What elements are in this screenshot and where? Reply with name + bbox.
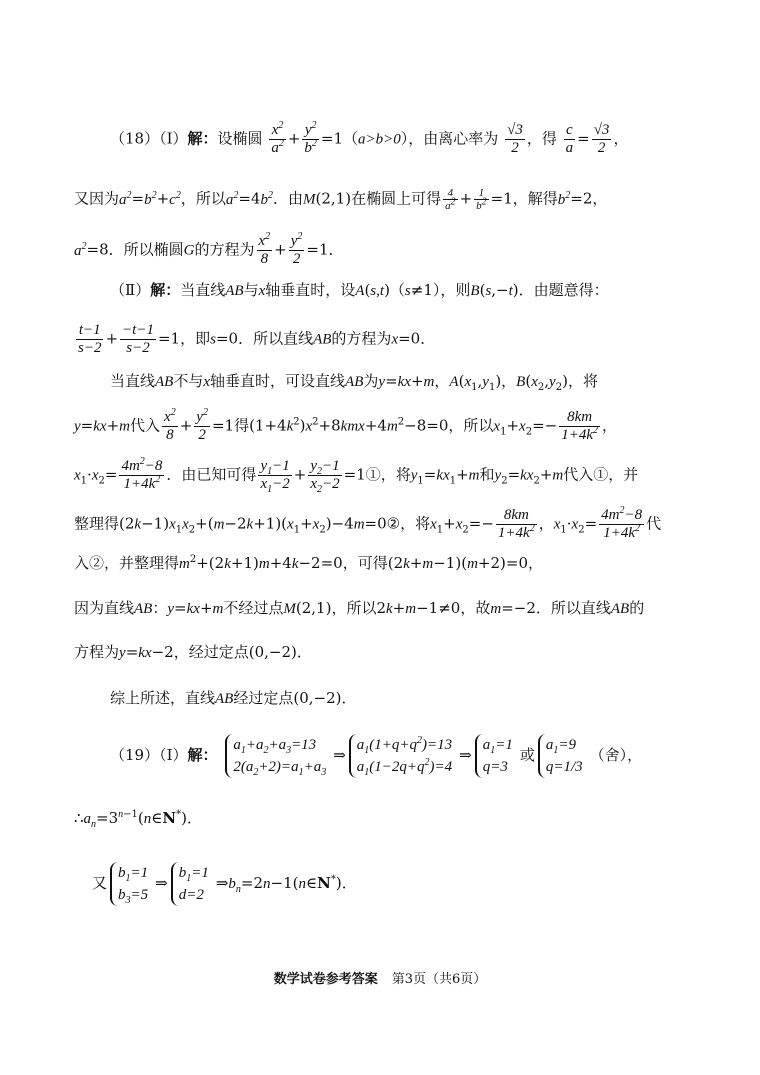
footer-page-number: 第3页（共6页） <box>391 972 487 987</box>
q19-label: （19）（Ⅰ） <box>110 746 188 764</box>
q18-line-8: $x_1\cdot x_2=$ $\frac{4m^2-8}{1+4k^2}$ ．由已知可得 $\frac{y_1-1}{x_1-2}$ + $\frac{y_2-1}{x_2-2}$ =1①，将$y_1=kx_1+m$和$y_2=kx_2+m$代入①，并 <box>74 456 639 495</box>
q18-line-4: （Ⅱ）解：当直线AB与x轴垂直时，设A(s,t)（s≠1），则B(s,−t)．由题意得： <box>110 281 609 299</box>
q19-line-1: （19）（Ⅰ）解： $a_1+a_2+a_3=13$ $2(a_2+2)=a_1+a_3$ ⇒ $a_1(1+q+q^2)=13$ $a_1(1-2q+q^2)=4$ ⇒ $a_1=1$ q=3 或 $a_1=9$ q=1/3 （舍）， <box>110 735 643 778</box>
q18-line-7: y=kx+m代入 $\frac{x^2}{8}$ + $\frac{y^2}{2}$ =1得$(1+4k^2)x^2+8kmx+4m^2-8=0$，所以$x_1+x_2=-$ $\frac{8km}{1+4k^2}$ ， <box>74 407 618 443</box>
q18-line-9: 整理得$(2k-1)x_1x_2+(m-2k+1)(x_1+x_2)-4m=0②$，将$x_1+x_2=-$ $\frac{8km}{1+4k^2}$ ，$x_1\cdot x_2=$ $\frac{4m^2-8}{1+4k^2}$ 代 <box>74 505 662 541</box>
q18-line-10: 入②，并整理得$m^2+(2k+1)m+4k-2=0$，可得(2k+m−1)(m+2)=0， <box>74 554 543 572</box>
q18-line-13: 综上所述，直线AB经过定点(0,−2)． <box>110 689 357 707</box>
q18-solution-label: 解： <box>187 129 218 148</box>
formula: $\frac{x^2}{a^2}$ <box>271 120 284 156</box>
q18-line-11: 因为直线AB：y=kx+m不经过点M(2,1)，所以2k+m−1≠0，故m=−2．所以直线AB的 <box>74 599 645 617</box>
q19-solution-label: 解： <box>187 746 218 764</box>
q18-line-6: 当直线AB不与x轴垂直时，可设直线AB为y=kx+m，$A(x_1,y_1)$，$B(x_2,y_2)$，将 <box>110 372 598 393</box>
footer-title: 数学试卷参考答案 <box>273 972 378 987</box>
page-footer <box>0 968 760 987</box>
q18-line-3: $a^2=8$．所以椭圆G的方程为 $\frac{x^2}{8}$ + $\frac{y^2}{2}$ =1． <box>74 231 344 267</box>
q18-line-5: $\frac{t-1}{s-2}$ + $\frac{-t-1}{s-2}$ =1，即s=0．所以直线AB的方程为x=0． <box>78 322 436 356</box>
equation-system: $a_1+a_2+a_3=13$ $2(a_2+2)=a_1+a_3$ <box>225 734 330 778</box>
q18-label: （18）（Ⅰ） <box>110 129 188 148</box>
q19-line-2: $\therefore a_n=3^{n-1}(n\in N^*)$． <box>74 809 202 830</box>
q19-line-3: 又 $b_1=1$ $b_3=5$ ⇒ $b_1=1$ d=2 $\Rightarrow b_n=2n-1(n\in N^*)$． <box>92 862 357 906</box>
q18-line-12: 方程为y=kx−2，经过定点(0,−2)． <box>74 643 312 661</box>
q18-line-1: （18）（Ⅰ）解：设椭圆 $\frac{x^2}{a^2}$ + $\frac{y^2}{b^2}$ =1（a>b>0），由离心率为 $\frac{√3}{2}$ ，得 $\frac{c}{a}$ = $\frac{√3}{2}$ ， <box>110 120 629 156</box>
q18-line-2: 又因为$a^2=b^2+c^2$，所以$a^2=4b^2$．由M(2,1)在椭圆上可得 $\frac{4}{a^2}$ + $\frac{1}{b^2}$ =1，解得$b^2=2$， <box>74 187 608 212</box>
